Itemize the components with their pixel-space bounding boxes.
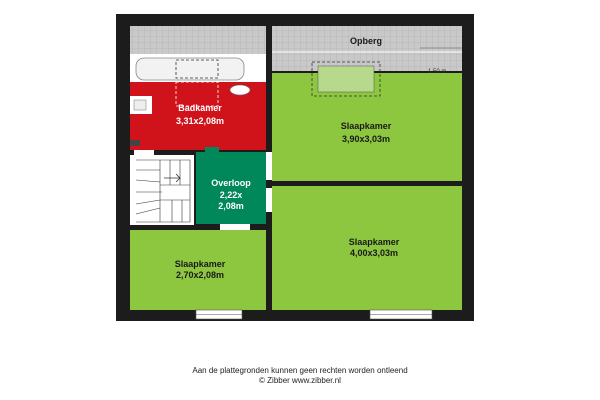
door-bathroom <box>134 150 154 155</box>
badkamer-size: 3,31x2,08m <box>175 116 225 126</box>
slaapkamer-top-size: 3,90x3,03m <box>341 134 391 144</box>
room-overloop <box>196 152 266 224</box>
room-opberg <box>272 26 462 71</box>
slaapkamer-top-label: Slaapkamer <box>340 121 392 131</box>
stairwell <box>130 155 194 225</box>
slaapkamer-bottom-left-label: Slaapkamer <box>174 259 226 269</box>
door-bottom-left-bedroom <box>220 224 250 230</box>
opberg-dimension: 1.50 m <box>428 69 447 75</box>
badkamer-label: Badkamer <box>178 103 222 113</box>
toilet <box>230 85 250 95</box>
door-top-bedroom <box>266 152 272 180</box>
slaapkamer-bottom-right-size: 4,00x3,03m <box>349 248 399 258</box>
radiator <box>130 140 140 146</box>
bathtub <box>136 58 244 80</box>
overloop-size-line1: 2,22x <box>219 190 243 200</box>
opberg-label: Opberg <box>349 36 383 46</box>
footer-disclaimer: Aan de plattegronden kunnen geen rechten worden ontleend <box>192 366 408 375</box>
slaapkamer-bottom-right-label: Slaapkamer <box>348 237 400 247</box>
skylight-glass <box>318 66 374 92</box>
overloop-label: Overloop <box>211 178 251 188</box>
attic-strip <box>130 26 266 54</box>
overloop-size-line2: 2,08m <box>218 201 244 211</box>
door-bottom-bedroom <box>266 188 272 212</box>
slaapkamer-bottom-left-size: 2,70x2,08m <box>175 270 225 280</box>
footer-copyright: © Zibber www.zibber.nl <box>259 376 341 385</box>
